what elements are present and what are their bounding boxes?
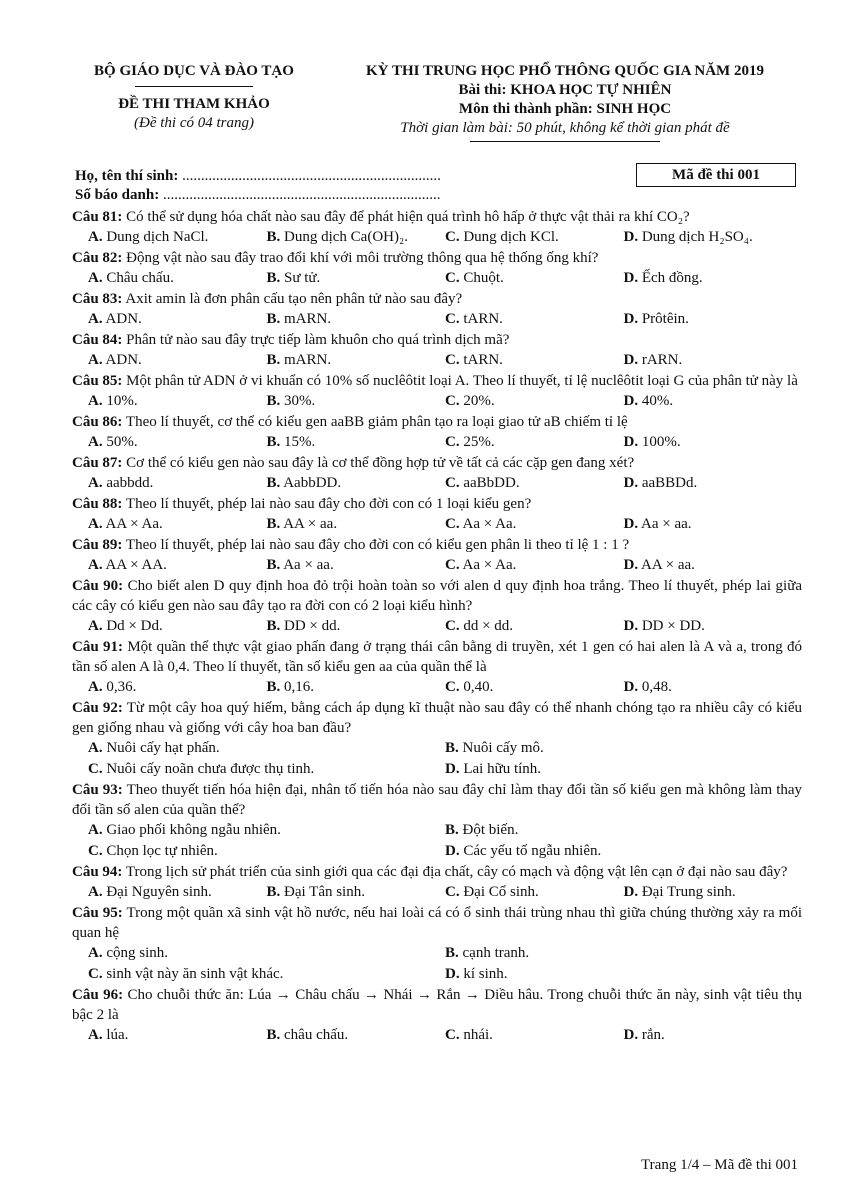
answer-option bbox=[445, 432, 624, 453]
answer-option bbox=[88, 841, 445, 862]
option-text: AA × AA. bbox=[105, 557, 167, 573]
question-text: Động vật nào sau đây trao đổi khí với môi trường thông qua hệ thống ống khí? bbox=[126, 250, 599, 266]
question-text: Theo lí thuyết, phép lai nào sau đây cho đời con có kiểu gen phân li theo tỉ lệ 1 : 1 ? bbox=[125, 537, 630, 553]
option-letter: B. bbox=[445, 945, 459, 961]
candidate-name-line bbox=[75, 167, 441, 186]
answer-option bbox=[88, 514, 267, 535]
question-number: Câu 94: bbox=[72, 864, 123, 880]
answer-option bbox=[445, 350, 624, 371]
option-text: DD × dd. bbox=[284, 618, 341, 634]
header-right bbox=[330, 62, 800, 142]
answer-option bbox=[445, 555, 624, 576]
option-letter: A. bbox=[88, 822, 103, 838]
answer-option bbox=[445, 964, 802, 985]
option-letter: C. bbox=[445, 1027, 460, 1043]
question-item bbox=[72, 903, 802, 985]
candidate-name-blank: ..................................................................... bbox=[182, 168, 441, 184]
option-text: lúa. bbox=[106, 1027, 129, 1043]
option-row bbox=[72, 227, 802, 248]
page-footer: Trang 1/4 – Mã đề thi 001 bbox=[641, 1157, 798, 1173]
option-letter: D. bbox=[445, 966, 460, 982]
answer-option bbox=[445, 820, 802, 841]
question-item bbox=[72, 780, 802, 862]
option-row bbox=[72, 738, 802, 759]
ministry-name: BỘ GIÁO DỤC VÀ ĐÀO TẠO bbox=[94, 63, 294, 79]
question-item bbox=[72, 371, 802, 412]
option-text: aaBbDD. bbox=[463, 475, 520, 491]
answer-option bbox=[267, 350, 446, 371]
question-text: Phân tử nào sau đây trực tiếp làm khuôn cho quá trình dịch mã? bbox=[126, 332, 510, 348]
option-text: Aa × aa. bbox=[641, 516, 692, 532]
question-text: Trong lịch sử phát triển của sinh giới qua các đại địa chất, cây có mạch và động vật lên cạn ở đại nào sau đây? bbox=[125, 864, 788, 880]
option-letter: C. bbox=[445, 475, 460, 491]
option-text: Sư tử. bbox=[284, 270, 321, 286]
option-text: Aa × Aa. bbox=[462, 557, 517, 573]
option-text: 50%. bbox=[106, 434, 138, 450]
option-text: Các yếu tố ngẫu nhiên. bbox=[463, 843, 602, 859]
option-text: Đại Cổ sinh. bbox=[463, 884, 539, 900]
question-text-line bbox=[72, 780, 802, 820]
option-letter: C. bbox=[88, 761, 103, 777]
answer-option bbox=[267, 677, 446, 698]
option-letter: C. bbox=[445, 679, 460, 695]
question-number: Câu 84: bbox=[72, 332, 123, 348]
answer-option bbox=[267, 309, 446, 330]
answer-option bbox=[88, 882, 267, 903]
option-row bbox=[72, 432, 802, 453]
option-letter: A. bbox=[88, 740, 103, 756]
option-text: 100%. bbox=[641, 434, 681, 450]
option-text: sinh vật này ăn sinh vật khác. bbox=[106, 966, 284, 982]
answer-option bbox=[445, 943, 802, 964]
option-letter: C. bbox=[88, 966, 103, 982]
answer-option bbox=[624, 391, 803, 412]
option-text: mARN. bbox=[284, 311, 332, 327]
answer-option bbox=[445, 677, 624, 698]
answer-option bbox=[624, 677, 803, 698]
answer-option bbox=[445, 1025, 624, 1046]
option-letter: D. bbox=[623, 229, 639, 245]
option-text: rắn. bbox=[641, 1027, 665, 1043]
option-letter: D. bbox=[623, 557, 639, 573]
question-text-line bbox=[72, 637, 802, 677]
option-letter: A. bbox=[88, 270, 103, 286]
question-item bbox=[72, 248, 802, 289]
answer-option bbox=[445, 309, 624, 330]
option-letter: D. bbox=[623, 393, 639, 409]
option-letter: D. bbox=[623, 516, 639, 532]
option-text: cạnh tranh. bbox=[462, 945, 530, 961]
option-letter: A. bbox=[88, 475, 103, 491]
option-text: 30%. bbox=[284, 393, 316, 409]
option-letter: B. bbox=[266, 434, 281, 450]
exam-title: KỲ THI TRUNG HỌC PHỔ THÔNG QUỐC GIA NĂM 2019 bbox=[366, 63, 764, 79]
option-letter: B. bbox=[266, 475, 281, 491]
option-letter: C. bbox=[445, 557, 460, 573]
option-letter: C. bbox=[445, 884, 460, 900]
option-text: Chuột. bbox=[463, 270, 504, 286]
answer-option bbox=[88, 820, 445, 841]
option-letter: A. bbox=[88, 393, 103, 409]
question-number: Câu 85: bbox=[72, 373, 123, 389]
option-letter: A. bbox=[88, 945, 103, 961]
answer-option bbox=[624, 227, 803, 248]
option-letter: A. bbox=[88, 1027, 103, 1043]
answer-option bbox=[88, 677, 267, 698]
option-row bbox=[72, 759, 802, 780]
answer-option bbox=[267, 391, 446, 412]
question-item bbox=[72, 207, 802, 248]
answer-option bbox=[88, 309, 267, 330]
option-letter: A. bbox=[88, 679, 103, 695]
answer-option bbox=[445, 514, 624, 535]
answer-option bbox=[88, 943, 445, 964]
answer-option bbox=[267, 473, 446, 494]
option-row bbox=[72, 350, 802, 371]
option-text: 0,40. bbox=[463, 679, 494, 695]
question-text: Cho biết alen D quy định hoa đỏ trội hoàn toàn so với alen d quy định hoa trắng. Theo lí thuyết, phép lai giữa các cây có kiểu gen nào sau đây tạo ra đời con có 2 loại kiểu hình? bbox=[72, 578, 803, 614]
exam-code-box: Mã đề thi 001 bbox=[636, 163, 796, 187]
question-number: Câu 82: bbox=[72, 250, 123, 266]
question-item bbox=[72, 535, 802, 576]
option-text: AA × Aa. bbox=[105, 516, 163, 532]
answer-option bbox=[624, 309, 803, 330]
question-text-line bbox=[72, 207, 802, 227]
option-letter: A. bbox=[88, 229, 103, 245]
answer-option bbox=[624, 514, 803, 535]
option-letter: C. bbox=[445, 311, 460, 327]
option-text: kí sinh. bbox=[463, 966, 508, 982]
answer-option bbox=[267, 514, 446, 535]
option-text: Aa × Aa. bbox=[462, 516, 517, 532]
option-letter: B. bbox=[445, 740, 459, 756]
option-letter: D. bbox=[623, 434, 639, 450]
question-number: Câu 88: bbox=[72, 496, 123, 512]
option-letter: B. bbox=[266, 884, 281, 900]
question-text: Cơ thể có kiểu gen nào sau đây là cơ thể đồng hợp tử về tất cả các cặp gen đang xét? bbox=[126, 455, 635, 471]
answer-option bbox=[445, 882, 624, 903]
question-text-line bbox=[72, 248, 802, 268]
option-letter: B. bbox=[266, 679, 281, 695]
question-text: Có thể sử dụng hóa chất nào sau đây để phát hiện quá trình hô hấp ở thực vật thải ra khí CO₂? bbox=[126, 209, 690, 225]
answer-option bbox=[88, 350, 267, 371]
option-text: Dung dịch KCl. bbox=[463, 229, 559, 245]
option-row bbox=[72, 268, 802, 289]
question-text: Axit amin là đơn phân cấu tạo nên phân tử nào sau đây? bbox=[125, 291, 463, 307]
question-text-line bbox=[72, 576, 802, 616]
answer-option bbox=[624, 432, 803, 453]
question-item bbox=[72, 330, 802, 371]
option-text: Đại Tân sinh. bbox=[284, 884, 365, 900]
option-text: dd × dd. bbox=[463, 618, 514, 634]
option-letter: B. bbox=[266, 270, 281, 286]
question-text: Theo lí thuyết, cơ thể có kiểu gen aaBB giảm phân tạo ra loại giao tử aB chiếm tỉ lệ bbox=[125, 414, 628, 430]
answer-option bbox=[88, 268, 267, 289]
answer-option bbox=[267, 268, 446, 289]
option-letter: C. bbox=[445, 270, 460, 286]
option-text: Nuôi cấy hạt phấn. bbox=[106, 740, 220, 756]
question-text-line bbox=[72, 698, 802, 738]
option-letter: C. bbox=[445, 618, 460, 634]
candidate-id-label: Số báo danh: bbox=[75, 187, 160, 203]
option-text: Đột biến. bbox=[462, 822, 519, 838]
question-text-line bbox=[72, 494, 802, 514]
option-letter: B. bbox=[266, 516, 281, 532]
option-text: 25%. bbox=[463, 434, 495, 450]
option-letter: D. bbox=[445, 761, 460, 777]
option-letter: D. bbox=[623, 475, 639, 491]
option-text: 15%. bbox=[284, 434, 316, 450]
option-letter: A. bbox=[88, 884, 103, 900]
question-text: Một quần thể thực vật giao phấn đang ở trạng thái cân bằng di truyền, xét 1 gen có hai alen là A và a, trong đó tần số alen A là 0,4. Theo lí thuyết, tần số kiểu gen aa của quần thể là bbox=[72, 639, 803, 675]
question-text-line bbox=[72, 371, 802, 391]
option-text: mARN. bbox=[284, 352, 332, 368]
question-text: Theo thuyết tiến hóa hiện đại, nhân tố tiến hóa nào sau đây chỉ làm thay đổi tần số kiểu gen mà không làm thay đổi tần số alen của quần thể? bbox=[72, 782, 803, 818]
answer-option bbox=[88, 738, 445, 759]
answer-option bbox=[88, 391, 267, 412]
question-item bbox=[72, 576, 802, 637]
header-left bbox=[60, 62, 328, 133]
option-text: 40%. bbox=[641, 393, 674, 409]
option-text: tARN. bbox=[463, 311, 503, 327]
exam-paper: Bài thi: KHOA HỌC TỰ NHIÊN bbox=[458, 82, 672, 98]
option-letter: D. bbox=[623, 884, 639, 900]
answer-option bbox=[624, 882, 803, 903]
answer-option bbox=[88, 555, 267, 576]
option-row bbox=[72, 677, 802, 698]
question-number: Câu 81: bbox=[72, 209, 123, 225]
option-letter: A. bbox=[88, 434, 103, 450]
page-count-note: (Đề thi có 04 trang) bbox=[134, 115, 254, 131]
question-item bbox=[72, 698, 802, 780]
option-letter: D. bbox=[623, 1027, 639, 1043]
answer-option bbox=[445, 616, 624, 637]
option-text: nhái. bbox=[463, 1027, 493, 1043]
option-letter: A. bbox=[88, 352, 103, 368]
option-text: AA × aa. bbox=[641, 557, 695, 573]
candidate-name-label: Họ, tên thí sinh: bbox=[75, 168, 179, 184]
option-text: aaBBDd. bbox=[641, 475, 698, 491]
question-list bbox=[72, 207, 802, 1046]
answer-option bbox=[88, 227, 267, 248]
option-row bbox=[72, 473, 802, 494]
option-text: 0,36. bbox=[106, 679, 137, 695]
question-text: Một phân tử ADN ở vi khuẩn có 10% số nuclêôtit loại A. Theo lí thuyết, tỉ lệ nuclêôtit loại G của phân tử này là bbox=[126, 373, 798, 389]
option-row bbox=[72, 1025, 802, 1046]
header-right-divider bbox=[470, 141, 660, 142]
exam-duration: Thời gian làm bài: 50 phút, không kể thời gian phát đề bbox=[400, 120, 730, 136]
question-text-line bbox=[72, 535, 802, 555]
answer-option bbox=[445, 268, 624, 289]
answer-option bbox=[267, 616, 446, 637]
option-letter: D. bbox=[623, 311, 639, 327]
option-letter: D. bbox=[445, 843, 460, 859]
option-row bbox=[72, 841, 802, 862]
option-text: Dung dịch NaCl. bbox=[106, 229, 209, 245]
question-text-line bbox=[72, 330, 802, 350]
question-item bbox=[72, 637, 802, 698]
option-text: Dung dịch H₂SO₄. bbox=[641, 229, 753, 245]
question-text-line bbox=[72, 985, 802, 1025]
answer-option bbox=[445, 738, 802, 759]
option-letter: D. bbox=[623, 352, 639, 368]
answer-option bbox=[445, 841, 802, 862]
option-row bbox=[72, 616, 802, 637]
option-text: Ếch đồng. bbox=[641, 270, 703, 286]
answer-option bbox=[88, 616, 267, 637]
question-item bbox=[72, 289, 802, 330]
option-letter: A. bbox=[88, 618, 103, 634]
question-text-line bbox=[72, 453, 802, 473]
option-letter: B. bbox=[266, 618, 281, 634]
option-letter: B. bbox=[445, 822, 459, 838]
answer-option bbox=[445, 391, 624, 412]
question-item bbox=[72, 985, 802, 1046]
option-text: AA × aa. bbox=[283, 516, 338, 532]
option-row bbox=[72, 514, 802, 535]
question-text-line bbox=[72, 903, 802, 943]
option-text: Prôtêin. bbox=[641, 311, 689, 327]
option-text: Giao phối không ngẫu nhiên. bbox=[106, 822, 281, 838]
option-letter: A. bbox=[88, 557, 103, 573]
answer-option bbox=[267, 882, 446, 903]
answer-option bbox=[267, 555, 446, 576]
option-letter: C. bbox=[445, 229, 460, 245]
option-letter: B. bbox=[266, 1027, 281, 1043]
option-letter: D. bbox=[623, 679, 639, 695]
answer-option bbox=[445, 759, 802, 780]
candidate-info bbox=[75, 167, 441, 205]
question-number: Câu 90: bbox=[72, 578, 124, 594]
candidate-id-blank: .......................................................................... bbox=[162, 187, 441, 203]
question-number: Câu 91: bbox=[72, 639, 123, 655]
question-text-line bbox=[72, 412, 802, 432]
header-left-divider bbox=[135, 86, 253, 87]
answer-option bbox=[88, 473, 267, 494]
option-letter: B. bbox=[266, 229, 281, 245]
question-text: Trong một quần xã sinh vật hồ nước, nếu hai loài cá có ổ sinh thái trùng nhau thì giữa chúng thường xảy ra mối quan hệ bbox=[72, 905, 802, 941]
candidate-id-line bbox=[75, 186, 441, 205]
option-row bbox=[72, 309, 802, 330]
answer-option bbox=[624, 350, 803, 371]
question-number: Câu 96: bbox=[72, 987, 124, 1003]
option-letter: C. bbox=[88, 843, 103, 859]
question-text: Theo lí thuyết, phép lai nào sau đây cho đời con có 1 loại kiểu gen? bbox=[125, 496, 532, 512]
option-text: DD × DD. bbox=[641, 618, 705, 634]
option-text: Nuôi cấy noãn chưa được thụ tinh. bbox=[106, 761, 315, 777]
option-text: 10%. bbox=[106, 393, 138, 409]
answer-option bbox=[624, 1025, 803, 1046]
exam-subject: Môn thi thành phần: SINH HỌC bbox=[458, 101, 672, 117]
question-item bbox=[72, 862, 802, 903]
answer-option bbox=[88, 1025, 267, 1046]
option-text: 0,48. bbox=[641, 679, 672, 695]
question-text-line bbox=[72, 862, 802, 882]
option-text: AabbDD. bbox=[283, 475, 342, 491]
option-text: châu chấu. bbox=[284, 1027, 349, 1043]
option-text: cộng sinh. bbox=[106, 945, 169, 961]
question-item bbox=[72, 453, 802, 494]
question-number: Câu 92: bbox=[72, 700, 123, 716]
document-type: ĐỀ THI THAM KHẢO bbox=[118, 96, 270, 112]
option-text: Chọn lọc tự nhiên. bbox=[106, 843, 218, 859]
option-text: ADN. bbox=[105, 311, 142, 327]
question-item bbox=[72, 494, 802, 535]
option-row bbox=[72, 555, 802, 576]
option-text: Dd × Dd. bbox=[106, 618, 163, 634]
option-row bbox=[72, 943, 802, 964]
answer-option bbox=[624, 616, 803, 637]
option-text: ADN. bbox=[105, 352, 142, 368]
option-text: Nuôi cấy mô. bbox=[462, 740, 544, 756]
option-row bbox=[72, 964, 802, 985]
option-letter: B. bbox=[266, 352, 281, 368]
option-text: Dung dịch Ca(OH)₂. bbox=[284, 229, 408, 245]
option-text: Lai hữu tính. bbox=[463, 761, 542, 777]
question-number: Câu 86: bbox=[72, 414, 123, 430]
question-number: Câu 83: bbox=[72, 291, 123, 307]
option-letter: B. bbox=[266, 393, 281, 409]
question-number: Câu 87: bbox=[72, 455, 123, 471]
option-letter: B. bbox=[266, 311, 281, 327]
answer-option bbox=[267, 227, 446, 248]
option-letter: D. bbox=[623, 618, 639, 634]
option-text: Đại Trung sinh. bbox=[641, 884, 736, 900]
question-text-line bbox=[72, 289, 802, 309]
answer-option bbox=[624, 268, 803, 289]
answer-option bbox=[624, 555, 803, 576]
option-letter: C. bbox=[445, 434, 460, 450]
option-text: aabbdd. bbox=[106, 475, 154, 491]
question-text: Cho chuỗi thức ăn: Lúa → Châu chấu → Nhái → Rắn → Diều hâu. Trong chuỗi thức ăn này, sinh vật tiêu thụ bậc 2 là bbox=[72, 987, 803, 1023]
option-text: 0,16. bbox=[284, 679, 315, 695]
answer-option bbox=[267, 432, 446, 453]
answer-option bbox=[88, 759, 445, 780]
option-letter: D. bbox=[623, 270, 639, 286]
option-letter: A. bbox=[88, 311, 103, 327]
option-text: 20%. bbox=[463, 393, 495, 409]
answer-option bbox=[88, 432, 267, 453]
answer-option bbox=[445, 473, 624, 494]
option-letter: C. bbox=[445, 393, 460, 409]
option-text: tARN. bbox=[463, 352, 503, 368]
question-number: Câu 95: bbox=[72, 905, 123, 921]
option-row bbox=[72, 882, 802, 903]
option-letter: C. bbox=[445, 352, 460, 368]
question-number: Câu 89: bbox=[72, 537, 123, 553]
option-row bbox=[72, 820, 802, 841]
answer-option bbox=[88, 964, 445, 985]
question-number: Câu 93: bbox=[72, 782, 123, 798]
option-text: Đại Nguyên sinh. bbox=[106, 884, 212, 900]
option-text: Châu chấu. bbox=[106, 270, 174, 286]
option-letter: A. bbox=[88, 516, 103, 532]
option-text: rARN. bbox=[641, 352, 683, 368]
question-text: Từ một cây hoa quý hiếm, bằng cách áp dụng kĩ thuật nào sau đây có thể nhanh chóng tạo ra nhiều cây có kiểu gen giống nhau và giống với cây hoa ban đầu? bbox=[72, 700, 802, 736]
option-row bbox=[72, 391, 802, 412]
option-text: Aa × aa. bbox=[283, 557, 334, 573]
answer-option bbox=[445, 227, 624, 248]
answer-option bbox=[624, 473, 803, 494]
answer-option bbox=[267, 1025, 446, 1046]
option-letter: C. bbox=[445, 516, 460, 532]
question-item bbox=[72, 412, 802, 453]
option-letter: B. bbox=[266, 557, 281, 573]
